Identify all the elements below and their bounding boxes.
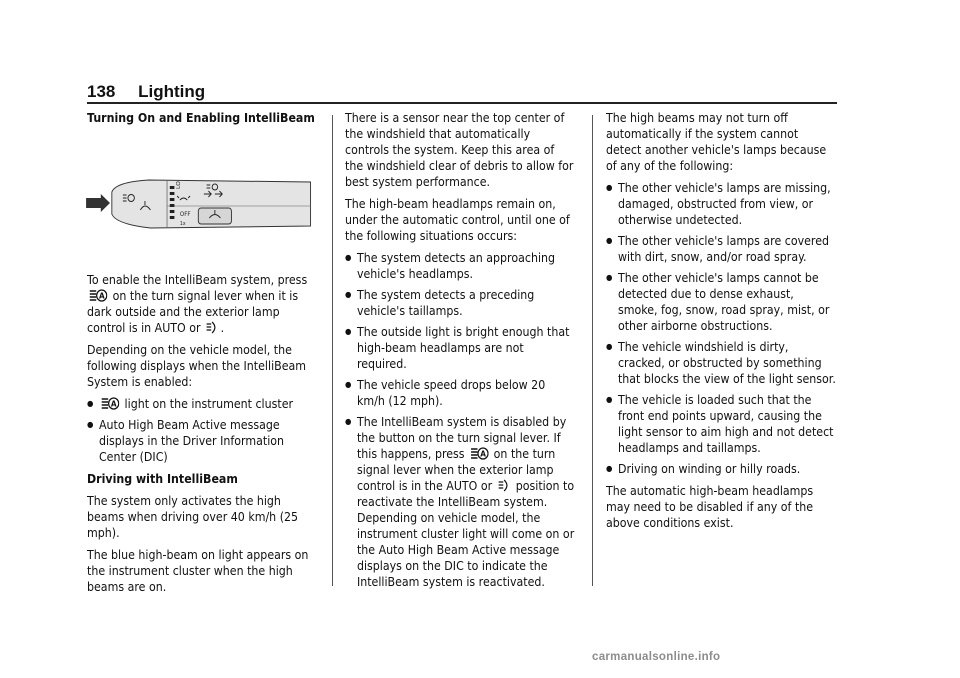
page-number: 138 bbox=[87, 82, 116, 101]
section-title: Lighting bbox=[138, 82, 206, 101]
header-rule bbox=[87, 102, 837, 104]
page-header bbox=[87, 82, 205, 102]
paragraph-may-not-turn-off: The high beams may not turn off automatically if the system cannot detect another vehicle's lamps because of any of the following: bbox=[606, 111, 827, 173]
lever-label-1x: 1x bbox=[179, 221, 186, 228]
lever-label-off: OFF bbox=[179, 211, 191, 219]
paragraph-sensor: There is a sensor near the top center of the windshield that automatically controls the system. Keep this area of the windshield clear of debris to allow for best system performance. bbox=[345, 111, 574, 189]
lever-label-lo: LO bbox=[176, 181, 182, 189]
watermark: carmanualsonline.info bbox=[592, 651, 721, 663]
heading-driving: Driving with IntelliBeam bbox=[87, 472, 238, 486]
column-divider bbox=[592, 115, 593, 586]
displays-list bbox=[87, 396, 317, 465]
heading-turning-on: Turning On and Enabling IntelliBeam bbox=[87, 111, 315, 125]
list-item: ● Driving on winding or hilly roads. bbox=[606, 461, 836, 477]
list-item: ● A light on the instrument cluster bbox=[87, 396, 317, 412]
column-2 bbox=[345, 110, 575, 596]
situations-list bbox=[345, 250, 575, 590]
lamp-on-icon bbox=[498, 478, 511, 493]
list-item: ● The system detects a preceding vehicle's taillamps. bbox=[345, 287, 575, 319]
list-item: ● The other vehicle's lamps are missing, damaged, obstructed from view, or otherwise undetected. bbox=[606, 180, 836, 228]
list-item: ● Auto High Beam Active message displays in the Driver Information Center (DIC) bbox=[87, 417, 317, 465]
list-item: ● The vehicle windshield is dirty, cracked, or obstructed by something that blocks the view of the light sensor. bbox=[606, 339, 836, 387]
enable-paragraph: To enable the IntelliBeam system, press A on the turn signal lever when it is dark outside and the exterior lamp control is in AUTO or . bbox=[87, 273, 308, 335]
list-item: ● The other vehicle's lamps are covered with dirt, snow, and/or road spray. bbox=[606, 233, 836, 265]
paragraph-blue-light: The blue high-beam on light appears on the instrument cluster when the high beams are on. bbox=[87, 548, 309, 594]
paragraph-activation: The system only activates the high beams when driving over 40 km/h (25 mph). bbox=[87, 494, 299, 540]
svg-text:A: A bbox=[480, 449, 486, 459]
paragraph-remain-on: The high-beam headlamps remain on, under the automatic control, until one of the following situations occurs: bbox=[345, 197, 570, 243]
column-divider bbox=[332, 115, 333, 586]
list-item: ● The outside light is bright enough that high-beam headlamps are not required. bbox=[345, 324, 575, 372]
column-1 bbox=[87, 110, 317, 601]
column-3 bbox=[606, 110, 836, 537]
list-item: ● The vehicle speed drops below 20 km/h (12 mph). bbox=[345, 377, 575, 409]
intellibeam-icon bbox=[89, 288, 107, 303]
list-item: ● The other vehicle's lamps cannot be detected due to dense exhaust, smoke, fog, snow, road spray, mist, or other airborne obstructions. bbox=[606, 270, 836, 334]
paragraph-closing: The automatic high-beam headlamps may need to be disabled if any of the above conditions exist. bbox=[606, 484, 814, 530]
svg-text:A: ● A bbox=[110, 399, 117, 409]
list-item: ● The system detects an approaching vehicle's headlamps. bbox=[345, 250, 575, 282]
displays-intro: Depending on the vehicle model, the following displays when the IntelliBeam System is enabled: bbox=[87, 343, 307, 389]
arrow-icon bbox=[86, 194, 110, 212]
turn-signal-lever-illustration bbox=[84, 174, 312, 232]
intellibeam-icon bbox=[101, 396, 119, 411]
list-item: ● The vehicle is loaded such that the front end points upward, causing the light sensor to aim high and not detect headlamps and taillamps. bbox=[606, 392, 836, 456]
intellibeam-icon bbox=[470, 446, 488, 461]
conditions-list bbox=[606, 180, 836, 477]
list-item: ● The IntelliBeam system is disabled by the button on the turn signal lever. If this happens, press A on the turn signal lever when the exterior lamp control is in the AUTO or position to reactivate the IntelliBeam system. Depending on vehicle model, the instrument cluster light will come on or the Auto High Beam Active message displays on the DIC to indicate the IntelliBeam system is reactivated. bbox=[345, 414, 575, 590]
lamp-on-icon bbox=[206, 320, 219, 335]
svg-text:A: A bbox=[98, 291, 105, 301]
